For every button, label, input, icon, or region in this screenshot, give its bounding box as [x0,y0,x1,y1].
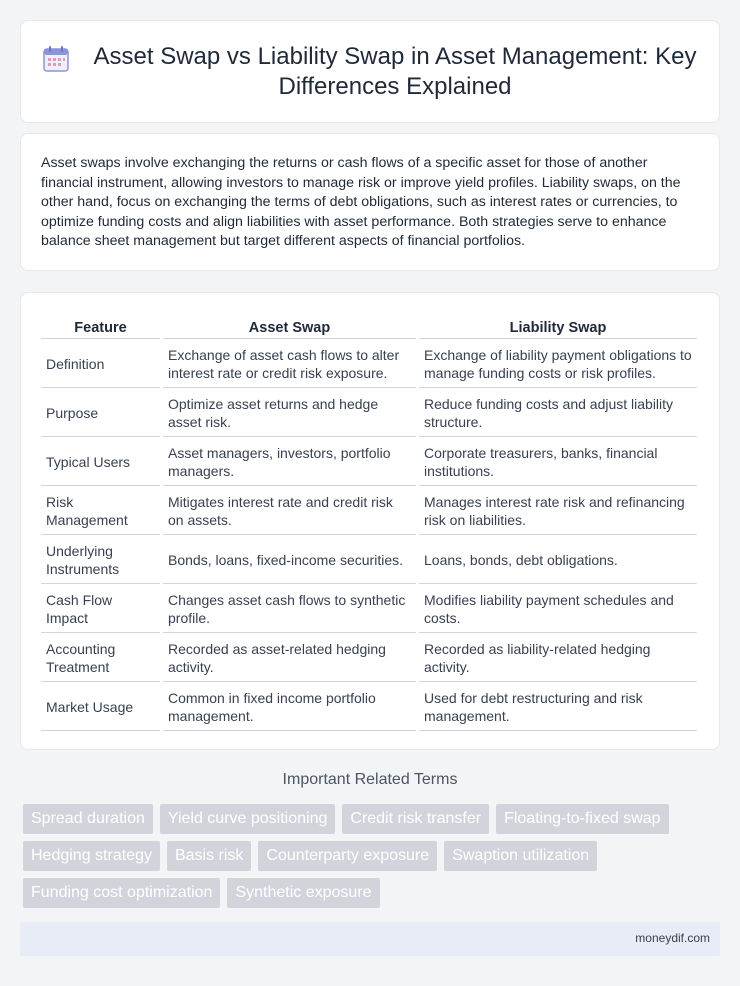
footer [20,922,720,956]
related-term-tag[interactable]: Spread duration [23,804,153,834]
related-terms-title: Important Related Terms [282,771,458,788]
related-term-tag[interactable]: Yield curve positioning [160,804,336,834]
table-row [41,341,697,388]
liability-swap-cell: Recorded as liability-related hedging activity. [419,635,697,682]
asset-swap-cell: Mitigates interest rate and credit risk on assets. [163,488,416,535]
tag-row [23,804,723,834]
related-term-tag[interactable]: Swaption utilization [444,841,597,871]
asset-swap-cell: Optimize asset returns and hedge asset risk. [163,390,416,437]
feature-cell: Underlying Instruments [41,537,160,584]
footer-site-link[interactable]: moneydif.com [635,931,710,945]
liability-swap-cell: Manages interest rate risk and refinancing risk on liabilities. [419,488,697,535]
header-asset-swap: Asset Swap [163,315,416,339]
header-card [20,20,720,123]
liability-swap-cell: Exchange of liability payment obligations to manage funding costs or risk profiles. [419,341,697,388]
feature-cell: Market Usage [41,684,160,731]
asset-swap-cell: Recorded as asset-related hedging activity. [163,635,416,682]
tag-row [23,841,723,871]
asset-swap-cell: Asset managers, investors, portfolio managers. [163,439,416,486]
feature-cell: Risk Management [41,488,160,535]
related-term-tag[interactable]: Counterparty exposure [258,841,437,871]
table-row [41,684,697,731]
intro-card [20,133,720,271]
related-term-tag[interactable]: Floating-to-fixed swap [496,804,669,834]
asset-swap-cell: Exchange of asset cash flows to alter interest rate or credit risk exposure. [163,341,416,388]
liability-swap-cell: Corporate treasurers, banks, financial institutions. [419,439,697,486]
feature-cell: Accounting Treatment [41,635,160,682]
table-row [41,488,697,535]
feature-cell: Cash Flow Impact [41,586,160,633]
comparison-table [38,313,700,733]
table-row [41,439,697,486]
asset-swap-cell: Changes asset cash flows to synthetic profile. [163,586,416,633]
feature-cell: Purpose [41,390,160,437]
related-term-tag[interactable]: Credit risk transfer [342,804,489,834]
table-row [41,635,697,682]
liability-swap-cell: Loans, bonds, debt obligations. [419,537,697,584]
feature-cell: Definition [41,341,160,388]
intro-paragraph: Asset swaps involve exchanging the returns or cash flows of a specific asset for those of another financial instrument, allowing investors to manage risk or improve yield profiles. Liability swaps, on the other hand, focus on exchanging the terms of debt obligations, such as interest rates or currencies, to optimize funding costs and align liabilities with asset performance. Both strategies serve to enhance balance sheet management but target different aspects of financial portfolios. [41,155,681,249]
liability-swap-cell: Used for debt restructuring and risk management. [419,684,697,731]
liability-swap-cell: Modifies liability payment schedules and costs. [419,586,697,633]
asset-swap-cell: Bonds, loans, fixed-income securities. [163,537,416,584]
table-row [41,390,697,437]
related-term-tag[interactable]: Hedging strategy [23,841,160,871]
table-header-row [41,315,697,339]
asset-swap-cell: Common in fixed income portfolio management. [163,684,416,731]
related-term-tag[interactable]: Synthetic exposure [227,878,379,908]
page-title: Asset Swap vs Liability Swap in Asset Management: Key Differences Explained [93,42,697,100]
comparison-card [20,292,720,750]
related-term-tag[interactable]: Funding cost optimization [23,878,220,908]
related-term-tag[interactable]: Basis risk [167,841,251,871]
calendar-icon [41,44,71,74]
table-row [41,586,697,633]
table-row [41,537,697,584]
related-terms-list [23,804,723,915]
header-liability-swap: Liability Swap [419,315,697,339]
tag-row [23,878,723,908]
liability-swap-cell: Reduce funding costs and adjust liability structure. [419,390,697,437]
header-feature: Feature [41,315,160,339]
feature-cell: Typical Users [41,439,160,486]
